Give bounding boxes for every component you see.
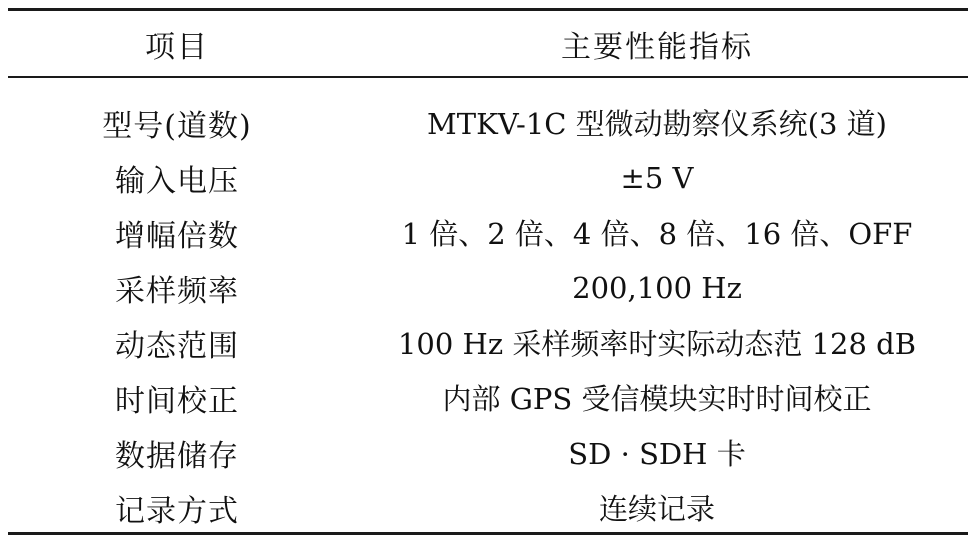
row-spec: 100 Hz 采样频率时实际动态范 128 dB <box>397 327 917 361</box>
table-row <box>8 95 968 150</box>
row-item: 数据储存 <box>115 438 239 474</box>
row-spec: 1 倍、2 倍、4 倍、8 倍、16 倍、OFF <box>401 217 913 251</box>
row-spec: MTKV-1C 型微动勘察仪系统(3 道) <box>427 107 887 141</box>
row-spec: 连续记录 <box>598 492 715 526</box>
table-row <box>8 425 968 480</box>
table-bottom-rule <box>8 532 968 535</box>
table-row <box>8 150 968 205</box>
header-spec: 主要性能指标 <box>561 29 753 65</box>
row-item: 时间校正 <box>115 383 239 419</box>
table-body <box>8 78 968 535</box>
row-spec: ±5 V <box>620 160 694 195</box>
row-spec: 内部 GPS 受信模块实时时间校正 <box>442 382 872 416</box>
table-row <box>8 480 968 535</box>
table-row <box>8 205 968 260</box>
table-header-row <box>8 11 968 76</box>
row-item: 增幅倍数 <box>115 218 239 254</box>
table-row <box>8 260 968 315</box>
table-row <box>8 315 968 370</box>
row-item: 动态范围 <box>115 328 239 364</box>
header-item: 项目 <box>145 29 209 65</box>
spec-table <box>8 8 968 535</box>
row-item: 采样频率 <box>115 273 239 309</box>
row-spec: SD · SDH 卡 <box>568 437 746 471</box>
row-item: 输入电压 <box>115 163 239 199</box>
table-row <box>8 370 968 425</box>
row-item: 记录方式 <box>115 493 239 529</box>
row-spec: 200,100 Hz <box>572 270 742 305</box>
row-item: 型号(道数) <box>102 108 252 144</box>
